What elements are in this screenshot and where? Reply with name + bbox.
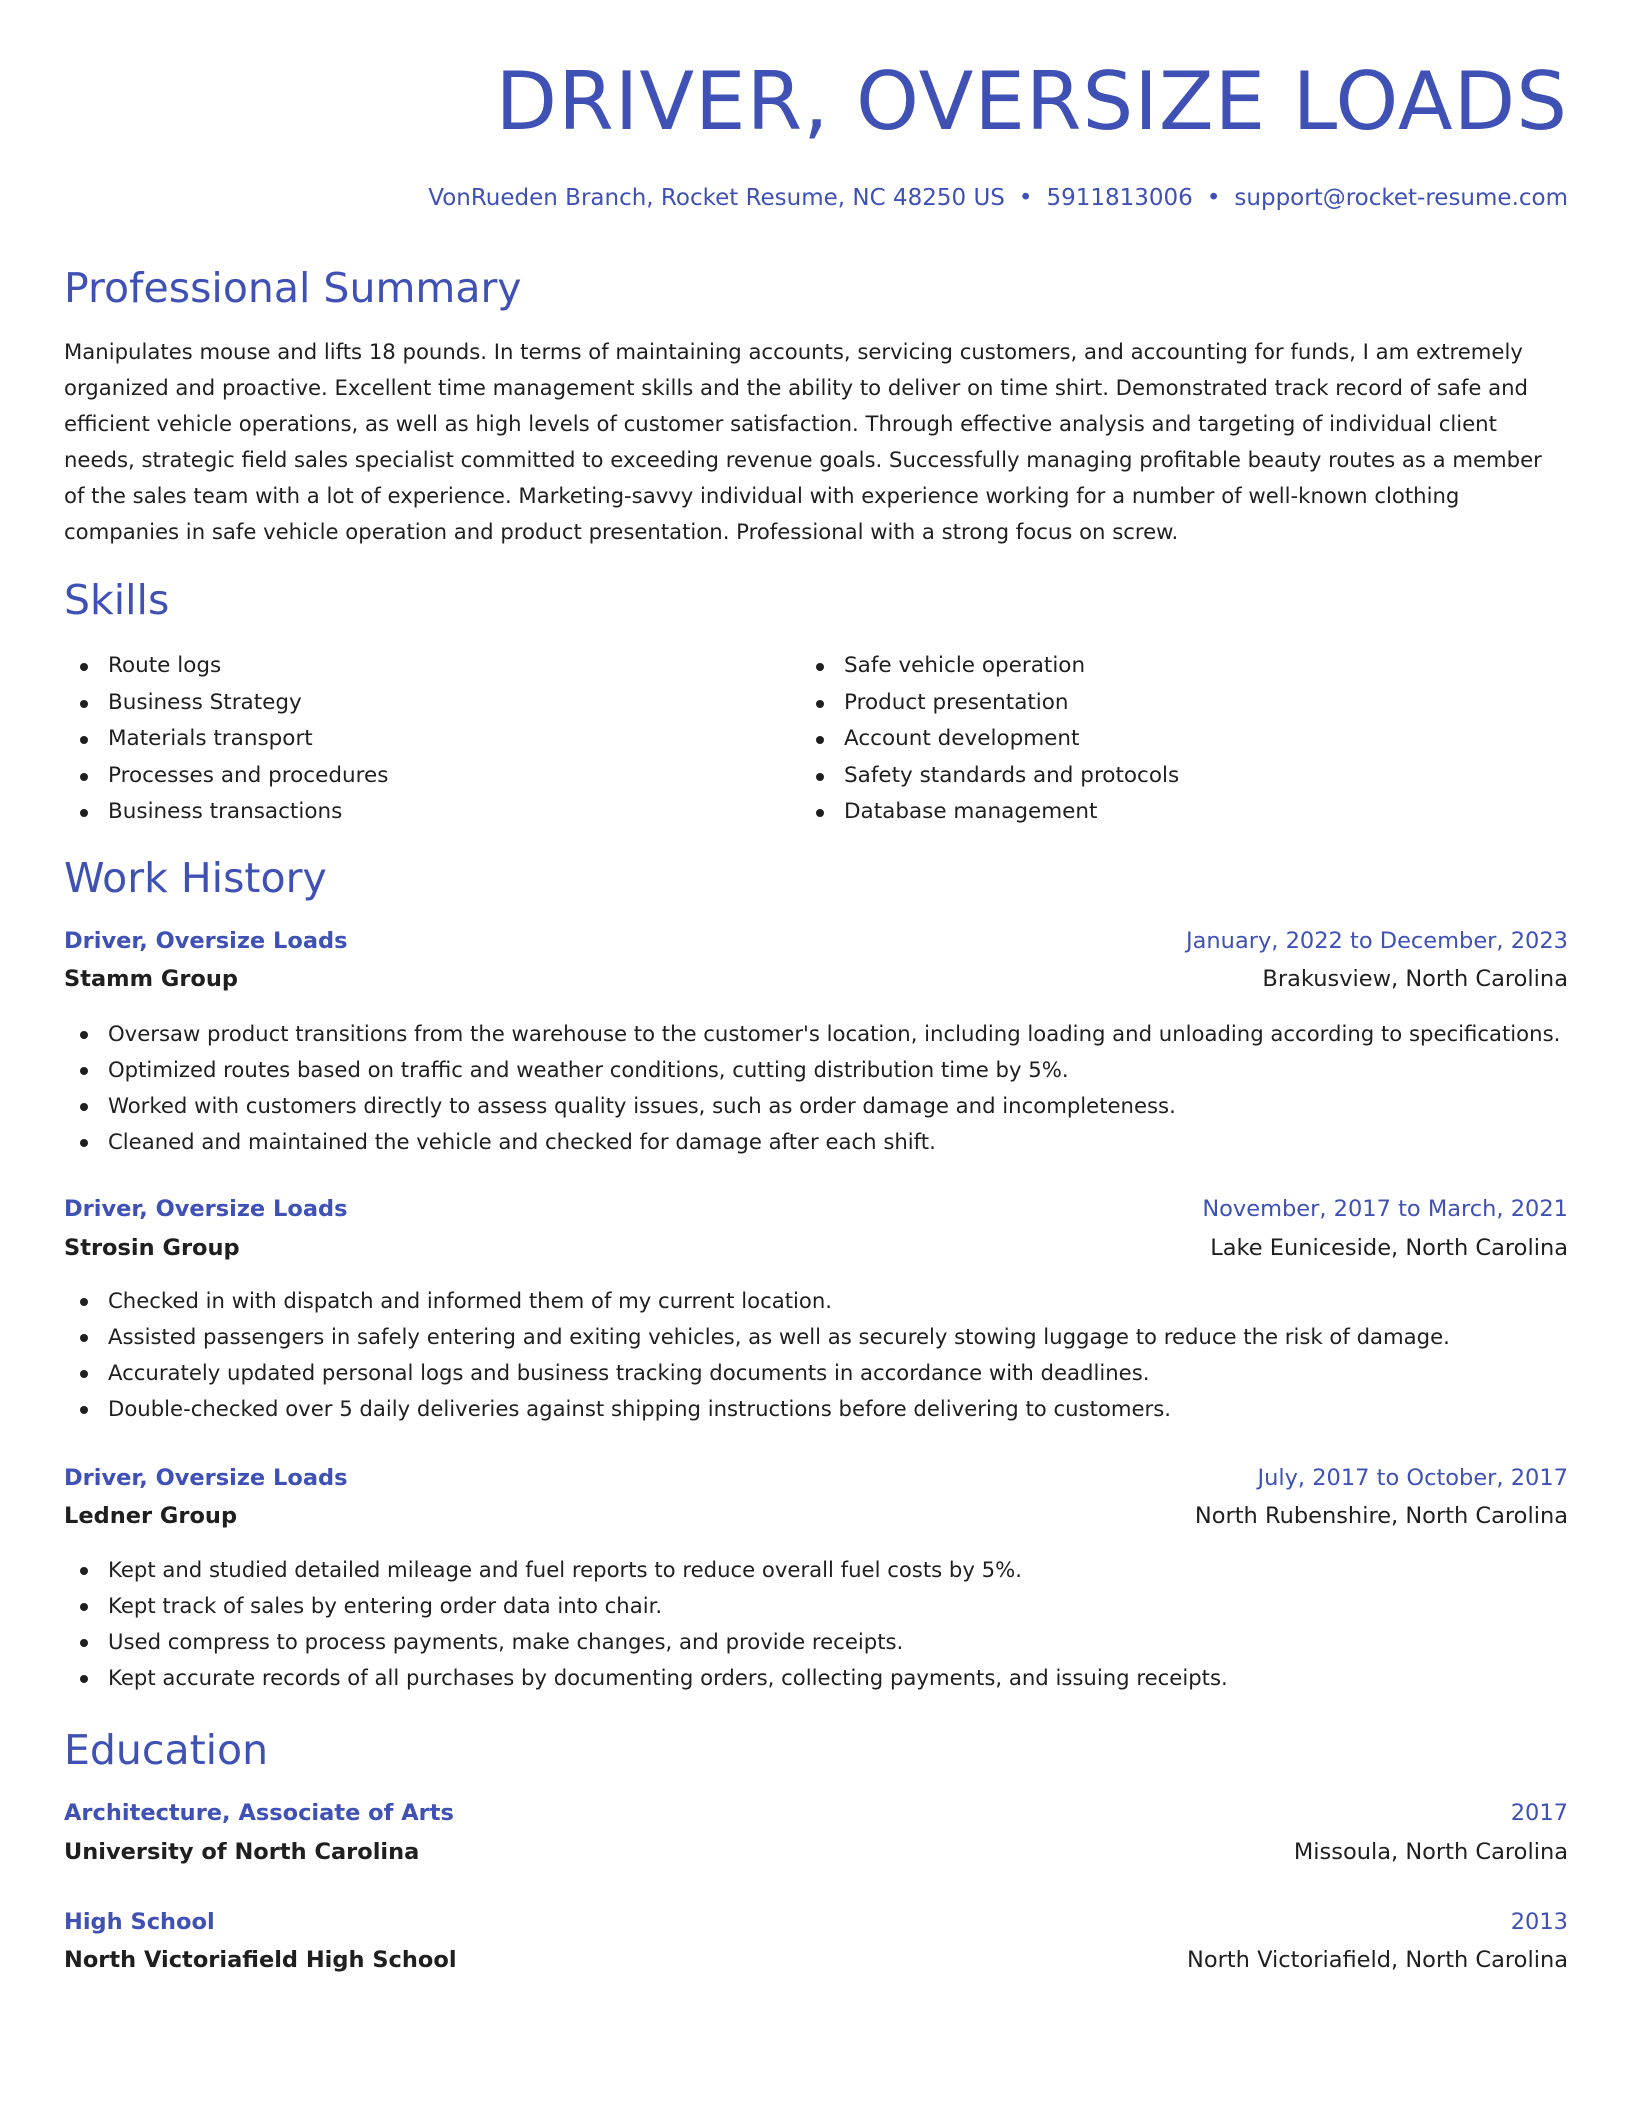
education-degree: Architecture, Associate of Arts	[64, 1800, 454, 1826]
education-degree-row	[64, 1795, 1568, 1831]
job-bullets	[64, 1016, 1568, 1160]
contact-address: VonRueden Branch, Rocket Resume, NC 48250 US	[428, 185, 1005, 211]
job-title-row	[64, 1191, 1568, 1227]
education-location: Missoula, North Carolina	[1293, 1839, 1568, 1865]
job-bullet: Accurately updated personal logs and business tracking documents in accordance with deadlines.	[64, 1355, 1568, 1391]
skill-item: Route logs	[64, 648, 388, 685]
job-company: Strosin Group	[64, 1235, 240, 1261]
job-company-row	[64, 1498, 1568, 1534]
skills-list-left	[64, 648, 388, 831]
job-bullet: Optimized routes based on traffic and weather conditions, cutting distribution time by 5%.	[64, 1052, 1568, 1088]
education-school: North Victoriafield High School	[64, 1947, 457, 1973]
contact-email: support@rocket-resume.com	[1234, 185, 1568, 211]
resume-name: DRIVER, OVERSIZE LOADS	[495, 55, 1568, 148]
job-bullet: Oversaw product transitions from the warehouse to the customer's location, including loading and unloading according to specifications.	[64, 1016, 1568, 1052]
job-company: Stamm Group	[64, 966, 239, 992]
skill-item: Processes and procedures	[64, 758, 388, 795]
skills-list-right	[800, 648, 1179, 831]
skill-item: Account development	[800, 721, 1179, 758]
education-heading: Education	[64, 1726, 269, 1774]
education-school-row	[64, 1942, 1568, 1978]
job-dates: January, 2022 to December, 2023	[1186, 928, 1568, 954]
skill-item: Safe vehicle operation	[800, 648, 1179, 685]
job-bullet: Kept and studied detailed mileage and fuel reports to reduce overall fuel costs by 5%.	[64, 1552, 1568, 1588]
job-bullet: Kept track of sales by entering order data into chair.	[64, 1588, 1568, 1624]
job-role: Driver, Oversize Loads	[64, 1465, 348, 1491]
education-degree-row	[64, 1904, 1568, 1940]
job-location: Lake Euniceside, North Carolina	[1210, 1235, 1568, 1261]
work-history-heading: Work History	[64, 854, 327, 902]
contact-phone: 5911813006	[1046, 185, 1193, 211]
job-dates: July, 2017 to October, 2017	[1257, 1465, 1568, 1491]
job-bullets	[64, 1552, 1568, 1696]
skill-item: Materials transport	[64, 721, 388, 758]
job-bullet: Used compress to process payments, make changes, and provide receipts.	[64, 1624, 1568, 1660]
job-bullet: Worked with customers directly to assess quality issues, such as order damage and incompleteness.	[64, 1088, 1568, 1124]
skill-item: Business Strategy	[64, 685, 388, 722]
job-title-row	[64, 923, 1568, 959]
contact-separator: •	[1018, 185, 1033, 211]
job-bullet: Cleaned and maintained the vehicle and checked for damage after each shift.	[64, 1124, 1568, 1160]
job-bullet: Double-checked over 5 daily deliveries against shipping instructions before delivering to customers.	[64, 1391, 1568, 1427]
skills-heading: Skills	[64, 576, 170, 624]
education-school: University of North Carolina	[64, 1839, 420, 1865]
contact-line	[428, 180, 1568, 216]
job-company-row	[64, 1230, 1568, 1266]
skill-item: Business transactions	[64, 794, 388, 831]
job-role: Driver, Oversize Loads	[64, 928, 348, 954]
job-bullet: Kept accurate records of all purchases by documenting orders, collecting payments, and issuing receipts.	[64, 1660, 1568, 1696]
skill-item: Database management	[800, 794, 1179, 831]
education-year: 2017	[1510, 1800, 1568, 1826]
job-title-row	[64, 1460, 1568, 1496]
job-company-row	[64, 961, 1568, 997]
education-degree: High School	[64, 1909, 215, 1935]
education-school-row	[64, 1834, 1568, 1870]
job-bullet: Checked in with dispatch and informed them of my current location.	[64, 1283, 1568, 1319]
summary-heading: Professional Summary	[64, 264, 522, 312]
summary-text: Manipulates mouse and lifts 18 pounds. In terms of maintaining accounts, servicing customers, and accounting for funds, I am extremely organized and proactive. Excellent time management skills and the ability to deliver on time shirt. Demonstrated track record of safe and efficient vehicle operations, as well as high levels of customer satisfaction. Through effective analysis and targeting of individual client needs, strategic field sales specialist committed to exceeding revenue goals. Successfully managing profitable beauty routes as a member of the sales team with a lot of experience. Marketing-savvy individual with experience working for a number of well-known clothing companies in safe vehicle operation and product presentation. Professional with a strong focus on screw.	[64, 339, 1542, 544]
job-bullets	[64, 1283, 1568, 1427]
education-year: 2013	[1510, 1909, 1568, 1935]
job-dates: November, 2017 to March, 2021	[1202, 1196, 1568, 1222]
skill-item: Product presentation	[800, 685, 1179, 722]
job-location: North Rubenshire, North Carolina	[1194, 1503, 1568, 1529]
job-role: Driver, Oversize Loads	[64, 1196, 348, 1222]
skill-item: Safety standards and protocols	[800, 758, 1179, 795]
education-location: North Victoriafield, North Carolina	[1187, 1947, 1568, 1973]
job-location: Brakusview, North Carolina	[1262, 966, 1568, 992]
job-bullet: Assisted passengers in safely entering and exiting vehicles, as well as securely stowing luggage to reduce the risk of damage.	[64, 1319, 1568, 1355]
contact-separator: •	[1206, 185, 1221, 211]
job-company: Ledner Group	[64, 1503, 238, 1529]
